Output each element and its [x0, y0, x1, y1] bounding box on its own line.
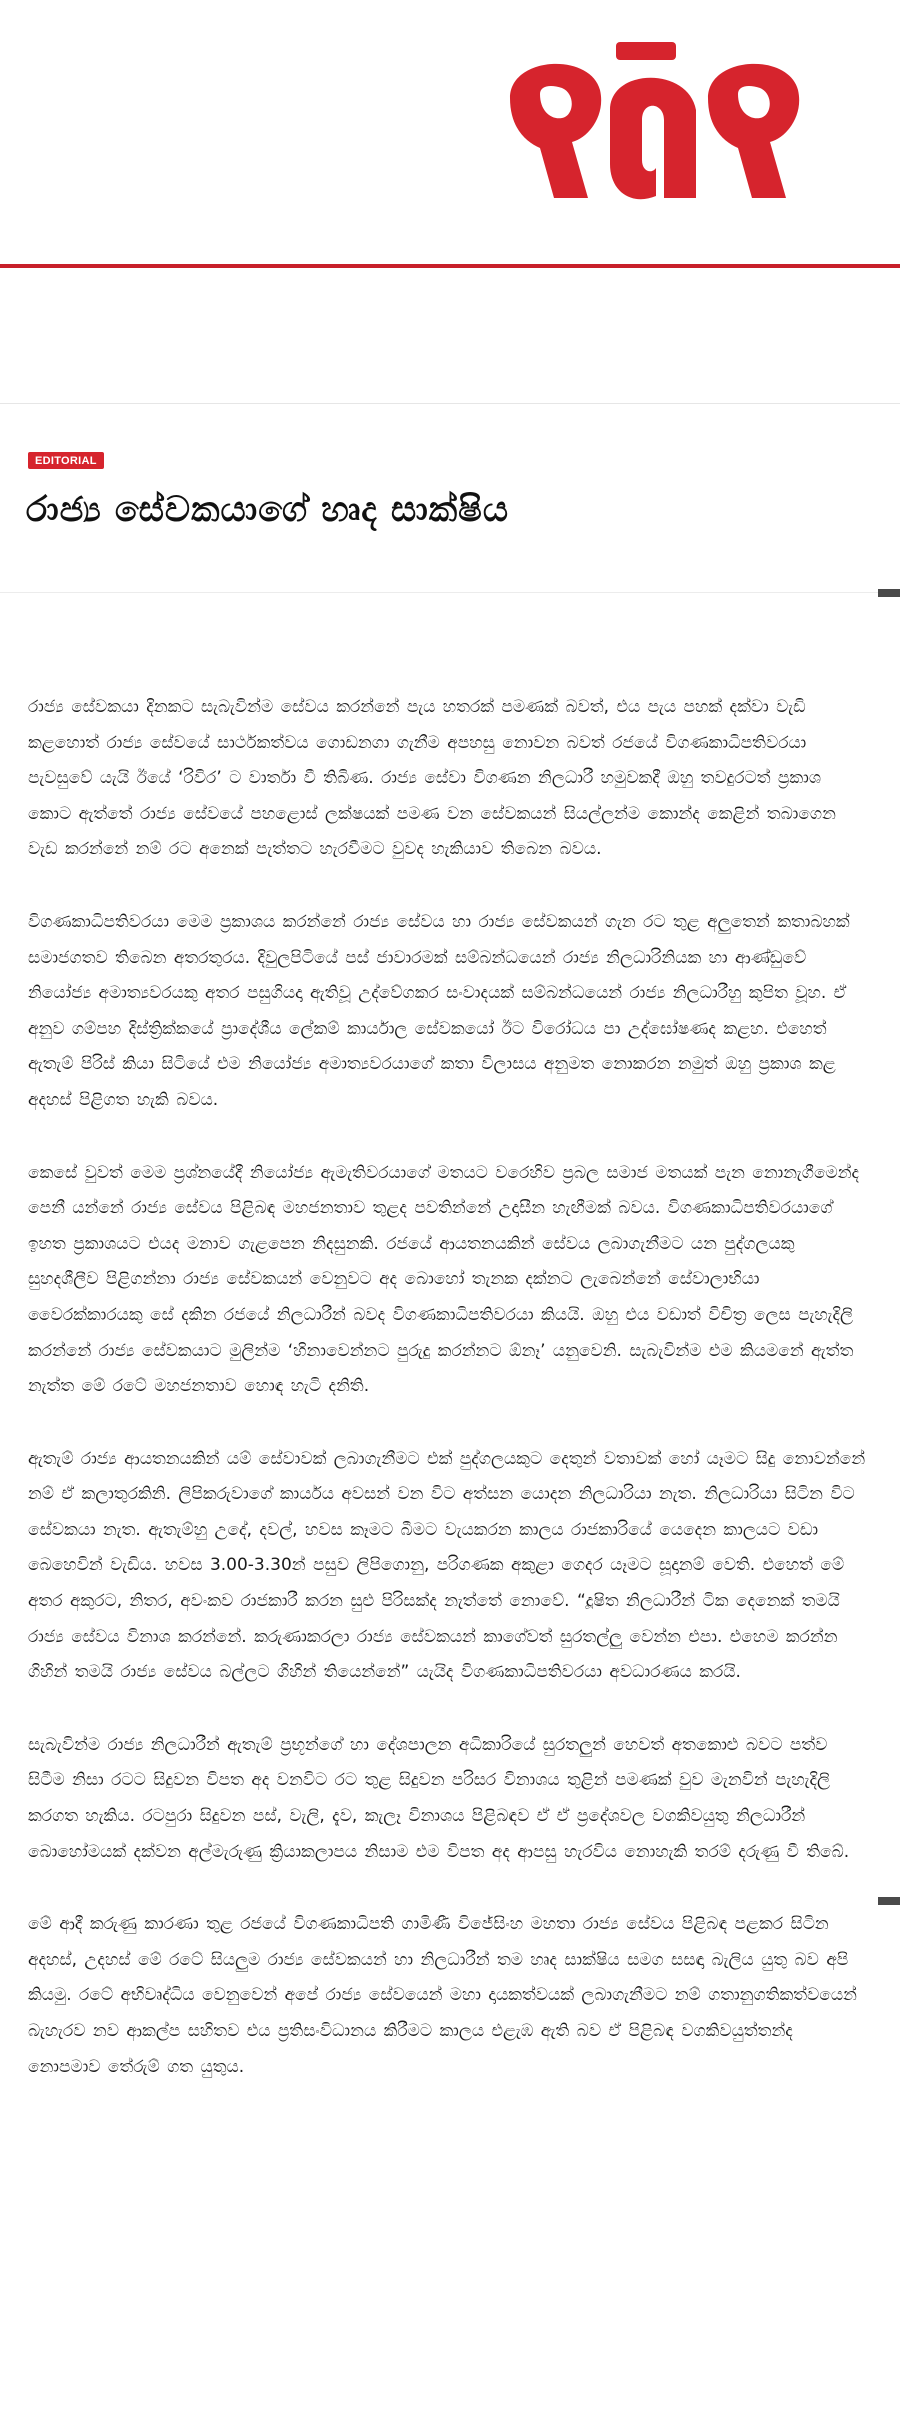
article-paragraph: විගණකාධිපතිවරයා මෙම ප්‍රකාශය කරන්නේ රාජ්‍ය සේවය හා රාජ්‍ය සේවකයන් ගැන රට තුළ අලුතෙන් කතාබහක් සමාජගතව තිබෙන අතරතුරය. දිවුලපිටියේ පස් ජාවාරමක් සම්බන්ධයෙන් රාජ්‍ය නිලධාරිනියක හා ආණ්ඩුවේ නියෝජ්‍ය අමාත්‍යවරයකු අතර පසුගියදා ඇතිවූ උද්වේගකර සංවාදයක් සම්බන්ධයෙන් රාජ්‍ය නිලධාරීහු කුපිත වූහ. ඒ අනුව ගම්පහ දිස්ත්‍රික්කයේ ප්‍රාදේශීය ලේකම් කාර්යාල සේවකයෝ ඊට විරෝධය පා උද්ඝෝෂණද කළහ. එහෙත් ඇතැම් පිරිස් කියා සිටියේ එම නියෝජ්‍ය අමාත්‍යවරයාගේ කතා විලාසය අනුමත නොකරන නමුත් ඔහු ප්‍රකාශ කළ අදහස් පිළිගත හැකි බවය.	[28, 911, 850, 1110]
article-paragraph: මේ ආදී කරුණු කාරණා තුළ රජයේ විගණකාධිපති ගාමිණී විජේසිංහ මහතා රාජ්‍ය සේවය පිළිබඳ පළකර සිටින අදහස්, උදහස් මේ රටේ සියලුම රාජ්‍ය සේවකයන් හා නිලධාරීන් තම හෘද සාක්ෂිය සමග සසඳා බැලිය යුතු බව අපි කියමු. රටේ අභිවෘද්ධිය වෙනුවෙන් අපේ රාජ්‍ය සේවයෙන් මහා දායකත්වයක් ලබාගැනීමට නම් ගතානුගතිකත්වයෙන් බැහැරව නව ආකල්ප සහිතව එය ප්‍රතිසංවිධානය කිරීමට කාලය එළැඹ ඇති බව ඒ පිළිබඳ වගකිවයුත්තන්ද නොපමාව තේරුම් ගත යුතුය.	[28, 1914, 857, 2077]
category-badge[interactable]: EDITORIAL	[28, 452, 104, 469]
site-header	[0, 0, 900, 268]
article-paragraph: කෙසේ වුවත් මෙම ප්‍රශ්නයේදී නියෝජ්‍ය ඇමැතිවරයාගේ මතයට වරෙහිව ප්‍රබල සමාජ මතයක් පැන නොනැගීමෙන්ද පෙනී යන්නේ රාජ්‍ය සේවය පිළිබඳ මහජනතාව තුළද පවතින්නේ උදාසීන හැඟීමක් බවය. විගණකාධිපතිවරයාගේ ඉහත ප්‍රකාශයට එයද මනාව ගැළපෙන නිදසුනකි. රජයේ ආයතනයකින් සේවය ලබාගැනීමට යන පුද්ගලයකු සුහදශීලීව පිළිගන්නා රාජ්‍ය සේවකයන් වෙනුවට අද බොහෝ තැනක දක්නට ලැබෙන්නේ සේවාලාභියා වෛරක්කාරයකු සේ දකින රජයේ නිලධාරීන් බවද විගණකාධිපතිවරයා කියයි. ඔහු එය වඩාත් විචිත්‍ර ලෙස පැහැදිලි කරන්නේ රාජ්‍ය සේවකයාට මුලින්ම ‘හිනාවෙන්නට පුරුදු කරන්නට ඕනෑ’ යනුවෙනි. සැබැවින්ම එම කියමනේ ඇත්ත නැත්ත මේ රටේ මහජනතාව හොඳ හැටි දනිති.	[28, 1162, 860, 1397]
scroll-marker-top	[878, 589, 900, 597]
riwira-logo[interactable]	[492, 38, 822, 218]
article-paragraph: ඇතැම් රාජ්‍ය ආයතනයකින් යම් සේවාවක් ලබාගැනීමට එක් පුද්ගලයකුට දෙතුන් වතාවක් හෝ යෑමට සිදු නොවන්නේ නම් ඒ කලාතුරකිනි. ලිපිකරුවාගේ කාර්යය අවසන් වන විට අත්සන යොදන නිලධාරියා නැත. නිලධාරියා සිටින විට සේවකයා නැත. ඇතැම්හු උදේ, දවල්, හවස කෑමට බීමට වැයකරන කාලය රාජකාරියේ යෙදෙන කාලයට වඩා බෙහෙවින් වැඩිය. හවස 3.00-3.30න් පසුව ලිපිගොනු, පරිගණක අකුළා ගෙදර යෑමට සූදානම් වෙති. එහෙත් මේ අතර අකුරට, නිතර, අවංකව රාජකාරී කරන සුළු පිරිසක්ද නැත්තේ නොවේ. “දූෂිත නිලධාරීන් ටික දෙනෙක් තමයි රාජ්‍ය සේවය විනාශ කරන්නේ. කරුණාකරලා රාජ්‍ය සේවකයන් කාගේවත් සුරතල්ලු වෙන්න එපා. එහෙම කරන්න ගිහින් තමයි රාජ්‍ය සේවය බල්ලට ගිහින් තියෙන්නේ” යැයිද විගණකාධිපතිවරයා අවධාරණය කරයි.	[28, 1448, 866, 1683]
article-header	[0, 403, 900, 592]
header-divider	[0, 264, 900, 268]
article-paragraph: සැබැවින්ම රාජ්‍ය නිලධාරීන් ඇතැම් ප්‍රභූන්ගේ හා දේශපාලන අධිකාරියේ සුරතලුන් හෙවත් අතකොළු බවට පත්ව සිටීම නිසා රටට සිදුවන විපත අද වනවිට රට තුළ සිදුවන පරිසර විනාශය තුළින් පමණක් වුව මැනවින් පැහැදිලි කරගත හැකිය. රටපුරා සිදුවන පස්, වැලි, දැව, කැලෑ විනාශය පිළිබඳව ඒ ඒ ප්‍රදේශවල වගකිවයුතු නිලධාරීන් බොහෝමයක් දක්වන අල්මැරුණු ක්‍රියාකලාපය නිසාම එම විපත අද ආපසු හැරවිය නොහැකි තරම් දරුණු වී තිබේ.	[28, 1734, 850, 1862]
article-paragraph: රාජ්‍ය සේවකයා දිනකට සැබැවින්ම සේවය කරන්නේ පැය හතරක් පමණක් බවත්, එය පැය පහක් දක්වා වැඩි කළහොත් රාජ්‍ය සේවයේ සාර්ථකත්වය ගොඩනගා ගැනීම අපහසු නොවන බවත් රජයේ විගණකාධිපතිවරයා පැවසුවේ යැයි ඊයේ ‘රිවිර’ ට වාර්තා වී තිබිණ. රාජ්‍ය සේවා විගණන නිලධාරී හමුවකදී ඔහු තවදුරටත් ප්‍රකාශ කොට ඇත්තේ රාජ්‍ය සේවයේ පහළොස් ලක්ෂයක් පමණ වන සේවකයන් සියල්ලන්ම කොන්ද කෙළින් තබාගෙන වැඩ කරන්නේ නම් රට අනෙක් පැත්තට හැරවීමට වුවද හැකියාව තිබෙන බවය.	[28, 697, 836, 860]
article-body	[28, 690, 866, 2122]
article-title: රාජ්‍ය සේවකයාගේ හෘද සාක්ෂිය	[26, 490, 509, 530]
scroll-marker-bottom	[878, 1897, 900, 1905]
